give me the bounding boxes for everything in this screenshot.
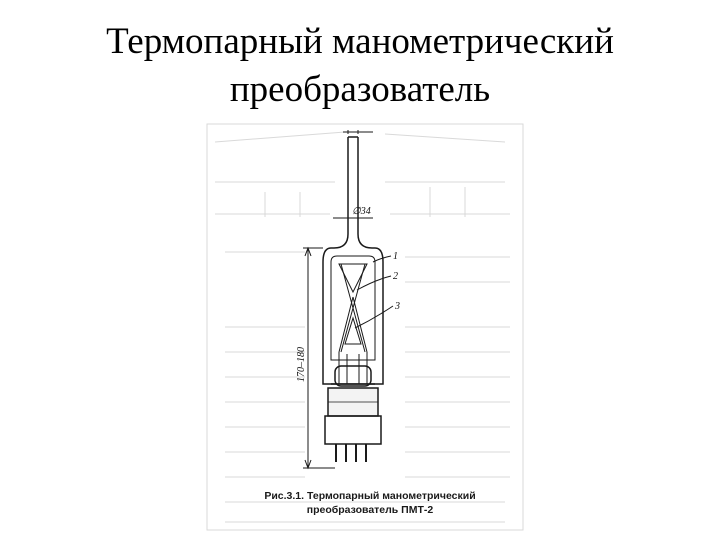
scan-background-lines [207, 124, 523, 530]
height-dimension [303, 248, 335, 468]
glass-tube [323, 137, 383, 384]
pmt-2-drawing [205, 122, 527, 534]
callout-1: 1 [393, 251, 398, 262]
tube-pins [336, 444, 366, 462]
title-line-1: Термопарный манометрический [106, 21, 614, 62]
caption-line-1: Рис.3.1. Термопарный манометрический [264, 490, 476, 502]
slide-title [0, 18, 720, 114]
figure-scan [205, 122, 527, 534]
callout-3: 3 [395, 301, 400, 312]
figure-caption [215, 489, 525, 517]
diameter-label: ∅34 [352, 206, 371, 217]
callout-2: 2 [393, 271, 398, 282]
tube-base [325, 366, 381, 444]
caption-line-2: преобразователь ПМТ-2 [306, 504, 434, 516]
title-line-2: преобразователь [229, 69, 491, 110]
callout-leaders [355, 256, 393, 328]
height-label: 170–180 [296, 347, 307, 382]
